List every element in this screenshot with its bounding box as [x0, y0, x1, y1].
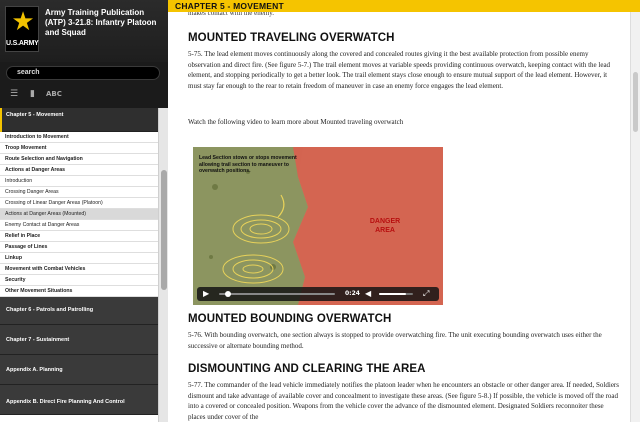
seek-bar[interactable]: [219, 293, 335, 295]
previous-paragraph-fragment: makes contact with the enemy.: [188, 12, 275, 17]
toc-item-passage-of-lines[interactable]: Passage of Lines: [0, 242, 158, 253]
publication-header: [0, 0, 168, 62]
appendix-b-direct-fire[interactable]: [0, 385, 158, 415]
sidebar-scrollbar[interactable]: [158, 108, 168, 422]
chapter-title: CHAPTER 5 - MOVEMENT: [175, 1, 284, 11]
chapter-header-bar: [168, 0, 640, 12]
video-time: 0:24: [345, 290, 360, 297]
reading-pane: [168, 12, 630, 422]
chapter-5-movement[interactable]: [0, 108, 158, 132]
toc-item-actions-at-danger-areas[interactable]: Actions at Danger Areas: [0, 165, 158, 176]
sidebar: [0, 0, 168, 422]
toc-item-route-selection[interactable]: Route Selection and Navigation: [0, 154, 158, 165]
toc-item-movement-with-combat-vehicles[interactable]: Movement with Combat Vehicles: [0, 264, 158, 275]
paragraph-5-75: 5-75. The lead element moves continuously along the covered and concealed routes giving it the best available protection from possible enemy observation and direct fire. (See figure 5-7.) The trail element moves at variable speeds providing continuous overwatch, keeping contact with the lead element, and stopping periodically to get a better look. The trail element stays close enough to ensure mutual support of the lead element. However, it must stay far enough to the rear to retain freedom of maneuver in case an enemy force engages the lead element.: [188, 50, 611, 90]
toc-item-actions-at-danger-areas-mounted[interactable]: Actions at Danger Areas (Mounted): [0, 209, 158, 220]
toc-item-relief-in-place[interactable]: Relief in Place: [0, 231, 158, 242]
appendix-b-label: Appendix B. Direct Fire Planning And Control: [6, 399, 125, 405]
chapter-5-label: Chapter 5 - Movement: [6, 112, 64, 118]
play-icon[interactable]: ▶: [203, 289, 210, 298]
army-star-icon: ★: [11, 7, 35, 37]
volume-level: [379, 293, 406, 295]
search-placeholder: search: [17, 69, 40, 76]
heading-mounted-traveling-overwatch: MOUNTED TRAVELING OVERWATCH: [188, 32, 395, 44]
toc-item-troop-movement[interactable]: Troop Movement: [0, 143, 158, 154]
video-intro-text: Watch the following video to learn more about Mounted traveling overwatch: [188, 118, 404, 126]
seek-handle[interactable]: [225, 291, 231, 297]
toc-item-introduction[interactable]: Introduction: [0, 176, 158, 187]
appendix-a-planning[interactable]: [0, 355, 158, 385]
content-scrollbar[interactable]: [630, 12, 640, 422]
toc-item-introduction-to-movement[interactable]: Introduction to Movement: [0, 132, 158, 143]
army-logo: [5, 6, 39, 52]
chapter-6-label: Chapter 6 - Patrols and Patrolling: [6, 307, 94, 313]
appendix-a-label: Appendix A. Planning: [6, 367, 63, 373]
publication-title: Army Training Publication (ATP) 3-21.8: Infantry Platoon and Squad: [45, 8, 157, 37]
list-icon[interactable]: ☰: [10, 89, 19, 99]
table-of-contents: [0, 108, 158, 422]
chapter-7-sustainment[interactable]: [0, 325, 158, 355]
content-scroll-thumb[interactable]: [633, 72, 638, 132]
video-player[interactable]: [193, 147, 443, 305]
video-caption: Lead Section stows or stops movement allowing trail section to maneuver to overwatch positions.: [199, 155, 297, 174]
paragraph-5-77: 5-77. The commander of the lead vehicle immediately notifies the platoon leader when he encounters an obstacle or other danger area. If needed, Soldiers dismount and take advantage of available cover and concealment to investigate these areas. (See figure 5-8.) If possible, the vehicle is moved off the road into a covered or concealed position. Weapons from the vehicle cover the advance of the dismounted element. Designated Soldiers reconnoiter these places under cover of the: [188, 381, 619, 421]
paragraph-5-76: 5-76. With bounding overwatch, one section always is stopped to provide overwatching fire. The unit executing bounding overwatch uses either the successive or alternate bounding method.: [188, 331, 602, 350]
text-size-icon[interactable]: ABC: [46, 90, 62, 98]
toc-item-enemy-contact[interactable]: Enemy Contact at Danger Areas: [0, 220, 158, 231]
toc-item-linkup[interactable]: Linkup: [0, 253, 158, 264]
search-input[interactable]: [6, 66, 160, 80]
toc-item-crossing-danger-areas[interactable]: Crossing Danger Areas: [0, 187, 158, 198]
chapter-7-label: Chapter 7 - Sustainment: [6, 337, 70, 343]
chapter-6-patrols[interactable]: [0, 297, 158, 325]
volume-icon[interactable]: ◀: [365, 289, 372, 298]
toc-item-security[interactable]: Security: [0, 275, 158, 286]
heading-dismounting-and-clearing: DISMOUNTING AND CLEARING THE AREA: [188, 363, 426, 375]
video-controls: [197, 287, 439, 301]
sidebar-scroll-thumb[interactable]: [161, 170, 167, 290]
heading-mounted-bounding-overwatch: MOUNTED BOUNDING OVERWATCH: [188, 313, 392, 325]
bookmark-icon[interactable]: ▮: [30, 89, 35, 99]
army-logo-text: U.S.ARMY: [6, 40, 39, 47]
fullscreen-icon[interactable]: ⤢: [423, 289, 430, 298]
danger-area-label: DANGER AREA: [369, 218, 401, 234]
toc-item-crossing-linear-danger-areas[interactable]: Crossing of Linear Danger Areas (Platoon): [0, 198, 158, 209]
toc-item-other-movement-situations[interactable]: Other Movement Situations: [0, 286, 158, 297]
